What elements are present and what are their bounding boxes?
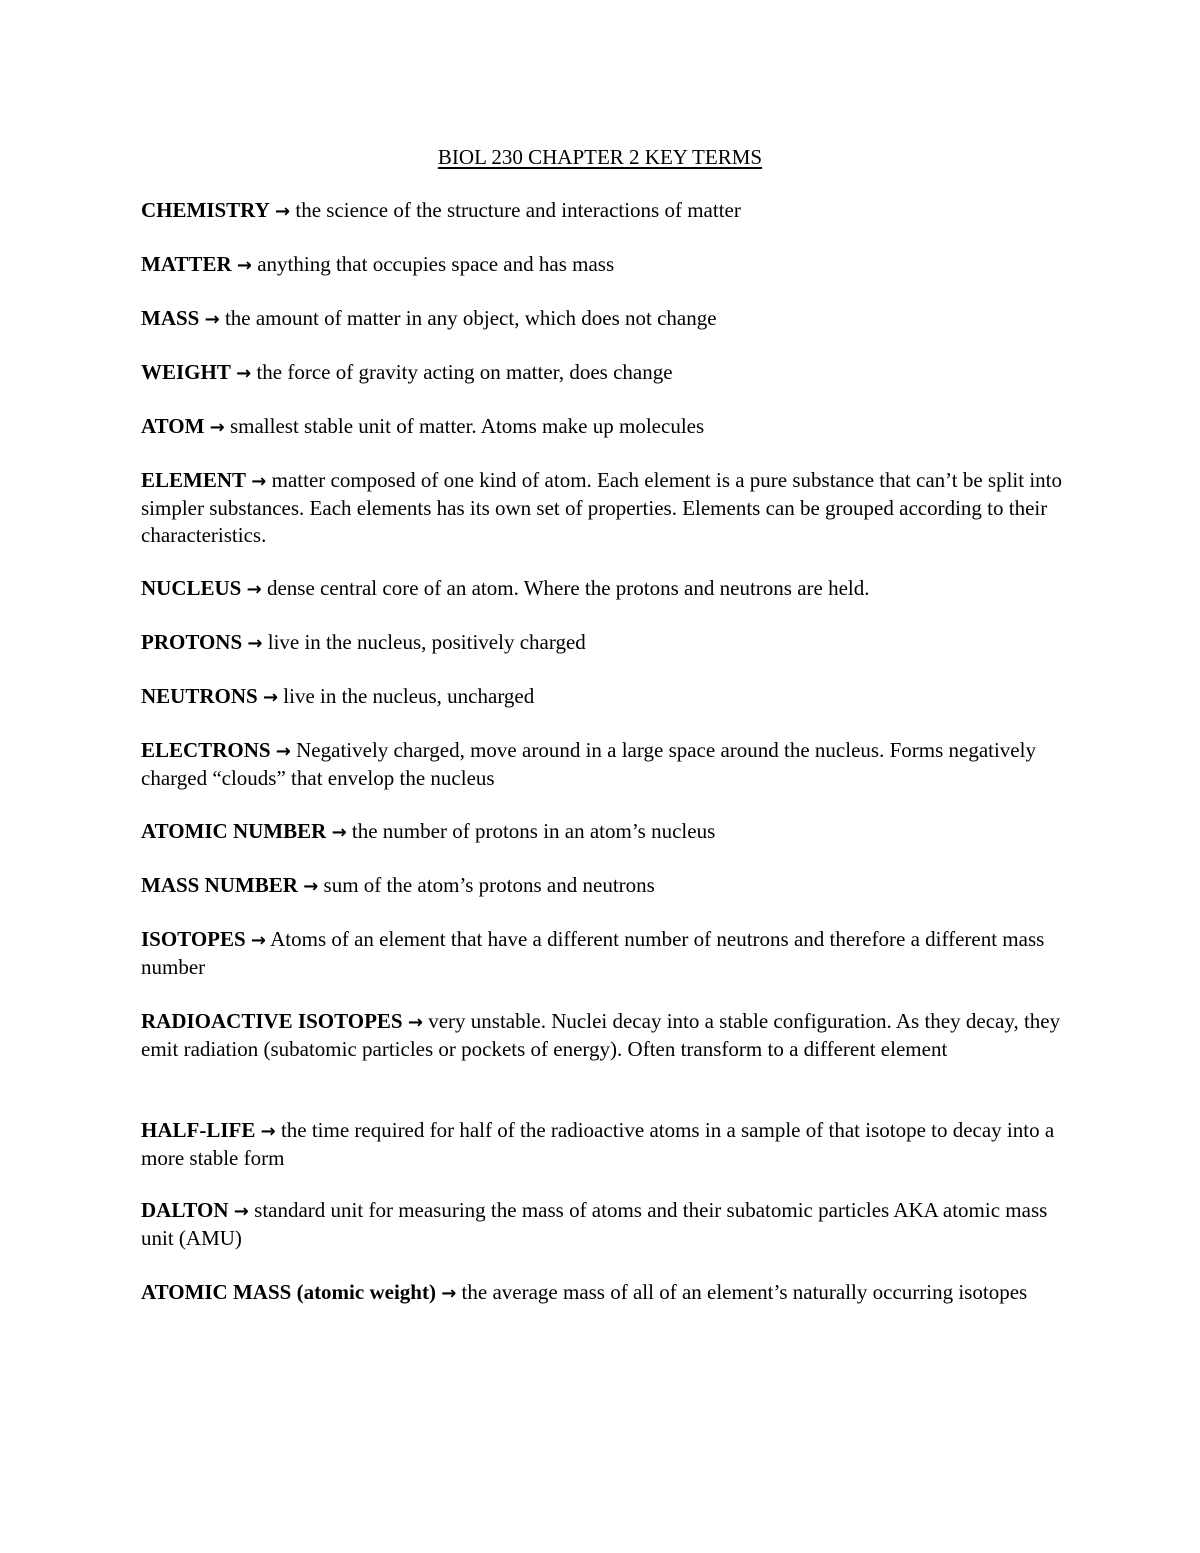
term-name: WEIGHT bbox=[141, 360, 231, 384]
arrow-icon: → bbox=[233, 1201, 249, 1222]
term-entry-electrons bbox=[141, 737, 1066, 792]
term-definition: Negatively charged, move around in a large space around the nucleus. Forms negatively charged “clouds” that envelop the nucleus bbox=[141, 738, 1036, 790]
arrow-icon: → bbox=[250, 930, 267, 951]
term-entry-weight bbox=[141, 359, 1066, 387]
term-name: NEUTRONS bbox=[141, 684, 258, 708]
term-name: MASS NUMBER bbox=[141, 873, 298, 897]
term-entry-radioactive-isotopes bbox=[141, 1008, 1066, 1063]
term-definition: smallest stable unit of matter. Atoms make up molecules bbox=[229, 414, 705, 438]
term-name: ATOMIC NUMBER bbox=[141, 819, 327, 843]
term-name: ISOTOPES bbox=[141, 927, 246, 951]
term-entry-half-life bbox=[141, 1117, 1066, 1172]
term-definition: live in the nucleus, uncharged bbox=[283, 684, 535, 708]
term-definition: the force of gravity acting on matter, does change bbox=[256, 360, 673, 384]
term-definition: standard unit for measuring the mass of atoms and their subatomic particles AKA atomic mass unit (AMU) bbox=[141, 1198, 1048, 1250]
term-definition: live in the nucleus, positively charged bbox=[267, 630, 586, 654]
term-definition: Atoms of an element that have a different number of neutrons and therefore a different mass number bbox=[141, 927, 1045, 979]
term-name: ATOMIC MASS (atomic weight) bbox=[141, 1280, 436, 1304]
arrow-icon: → bbox=[236, 255, 252, 276]
term-name: HALF-LIFE bbox=[141, 1118, 256, 1142]
arrow-icon: → bbox=[303, 876, 319, 897]
arrow-icon: → bbox=[331, 822, 347, 843]
arrow-icon: → bbox=[275, 201, 291, 222]
arrow-icon: → bbox=[275, 741, 291, 762]
term-name: NUCLEUS bbox=[141, 576, 242, 600]
term-entry-chemistry bbox=[141, 197, 1066, 225]
arrow-icon: → bbox=[246, 579, 262, 600]
term-definition: the science of the structure and interactions of matter bbox=[295, 198, 741, 222]
arrow-icon: → bbox=[262, 687, 279, 708]
term-name: RADIOACTIVE ISOTOPES bbox=[141, 1009, 403, 1033]
term-entry-mass-number bbox=[141, 872, 1066, 900]
arrow-icon: → bbox=[251, 471, 267, 492]
term-definition: sum of the atom’s protons and neutrons bbox=[323, 873, 655, 897]
term-definition: anything that occupies space and has mass bbox=[257, 252, 615, 276]
term-definition: dense central core of an atom. Where the protons and neutrons are held. bbox=[266, 576, 870, 600]
term-name: ELECTRONS bbox=[141, 738, 271, 762]
term-name: ELEMENT bbox=[141, 468, 247, 492]
term-entry-atomic-number bbox=[141, 818, 1066, 846]
term-definition: the amount of matter in any object, which does not change bbox=[224, 306, 717, 330]
arrow-icon: → bbox=[260, 1121, 276, 1142]
arrow-icon: → bbox=[407, 1012, 423, 1033]
term-entry-element bbox=[141, 467, 1066, 549]
arrow-icon: → bbox=[441, 1283, 457, 1304]
term-definition: very unstable. Nuclei decay into a stable configuration. As they decay, they emit radiation (subatomic particles or pockets of energy). Often transform to a different element bbox=[141, 1009, 1061, 1061]
term-name: MASS bbox=[141, 306, 200, 330]
term-definition: the average mass of all of an element’s naturally occurring isotopes bbox=[461, 1280, 1028, 1304]
term-definition: the number of protons in an atom’s nucleus bbox=[351, 819, 716, 843]
term-name: PROTONS bbox=[141, 630, 243, 654]
term-entry-atom bbox=[141, 413, 1066, 441]
term-entry-neutrons bbox=[141, 683, 1066, 711]
term-definition: the time required for half of the radioactive atoms in a sample of that isotope to decay into a more stable form bbox=[141, 1118, 1055, 1170]
term-name: MATTER bbox=[141, 252, 232, 276]
term-definition: matter composed of one kind of atom. Each element is a pure substance that can’t be split into simpler substances. Each elements has its own set of properties. Elements can be grouped according to their characteristics. bbox=[141, 468, 1063, 547]
term-name: ATOM bbox=[141, 414, 205, 438]
term-entry-protons bbox=[141, 629, 1066, 657]
arrow-icon: → bbox=[247, 633, 263, 654]
term-name: CHEMISTRY bbox=[141, 198, 270, 222]
term-entry-atomic-mass bbox=[141, 1279, 1066, 1307]
term-entry-isotopes bbox=[141, 926, 1066, 981]
arrow-icon: → bbox=[236, 363, 252, 384]
arrow-icon: → bbox=[204, 309, 220, 330]
term-entry-mass bbox=[141, 305, 1066, 333]
term-entry-dalton bbox=[141, 1197, 1066, 1252]
term-entry-matter bbox=[141, 251, 1066, 279]
term-name: DALTON bbox=[141, 1198, 229, 1222]
term-entry-nucleus bbox=[141, 575, 1066, 603]
arrow-icon: → bbox=[209, 417, 225, 438]
document-title: BIOL 230 CHAPTER 2 KEY TERMS bbox=[437, 145, 763, 169]
